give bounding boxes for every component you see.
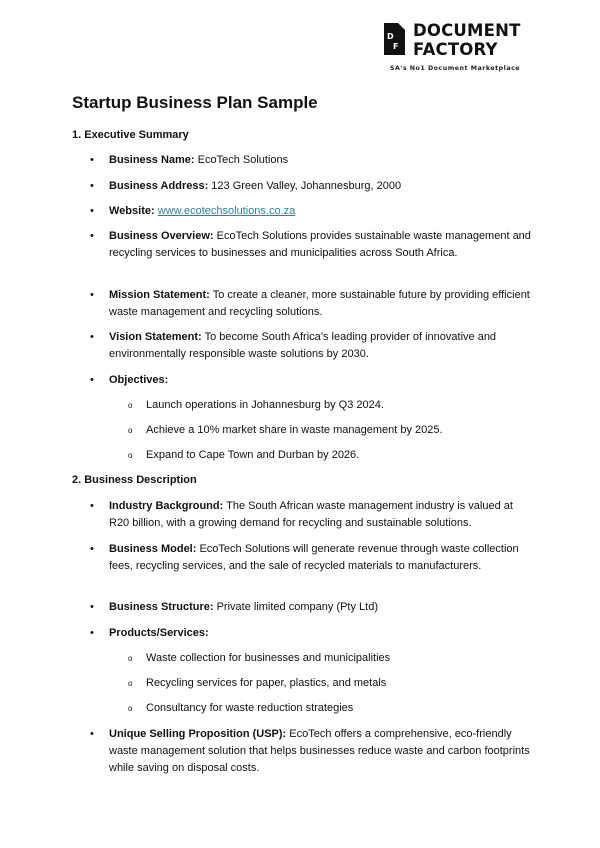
bullet-icon: • [90, 230, 94, 242]
item-text: 123 Green Valley, Johannesburg, 2000 [208, 180, 402, 192]
website-link[interactable]: www.ecotechsolutions.co.za [157, 205, 296, 217]
objective-text: Expand to Cape Town and Durban by 2026. [146, 449, 360, 461]
bullet-icon: • [90, 154, 94, 166]
circle-bullet-icon: o [128, 654, 133, 663]
objective-text: Launch operations in Johannesburg by Q3 2024. [146, 399, 384, 411]
list-item-business-address [90, 178, 534, 195]
service-item [128, 650, 391, 667]
item-label: Business Overview: [109, 230, 214, 242]
item-label: Website: [109, 205, 155, 217]
item-text: EcoTech offers a comprehensive, eco-friendly waste management solution that helps businesses reduce waste and carbon footprints while saving on disposal costs. [109, 728, 530, 774]
bullet-icon: • [90, 500, 94, 512]
item-label: Business Name: [109, 154, 195, 166]
service-item [128, 675, 387, 692]
svg-text:F: F [393, 42, 399, 51]
circle-bullet-icon: o [128, 679, 133, 688]
bullet-icon: • [90, 627, 94, 639]
document-factory-logo[interactable] [384, 20, 534, 80]
bullet-icon: • [90, 728, 94, 740]
bullet-icon: • [90, 289, 94, 301]
list-item-business-name [90, 152, 534, 169]
item-label: Mission Statement: [109, 289, 210, 301]
df-logo-icon [384, 23, 405, 55]
item-label: Vision Statement: [109, 331, 202, 343]
item-label: Unique Selling Proposition (USP): [109, 728, 287, 740]
circle-bullet-icon: o [128, 426, 133, 435]
logo-line-2: FACTORY [413, 40, 498, 59]
item-label: Business Model: [109, 543, 197, 555]
item-text: The South African waste management industry is valued at R20 billion, with a growing demand for recycling and sustainable solutions. [109, 500, 513, 529]
list-item-mission-statement [90, 287, 534, 321]
list-item-website [90, 203, 534, 220]
page-title: Startup Business Plan Sample [72, 93, 318, 112]
item-text: To create a cleaner, more sustainable future by providing efficient waste management and recycling solutions. [109, 289, 530, 318]
item-text: EcoTech Solutions will generate revenue through waste collection fees, recycling services, and the sale of recycled materials to manufacturers. [109, 543, 519, 572]
circle-bullet-icon: o [128, 451, 133, 460]
bullet-icon: • [90, 601, 94, 613]
list-item-products-services [90, 625, 534, 642]
bullet-icon: • [90, 180, 94, 192]
list-item-usp [90, 726, 534, 777]
list-item-business-structure [90, 599, 534, 616]
objective-item [128, 447, 360, 464]
service-text: Waste collection for businesses and municipalities [146, 652, 391, 664]
circle-bullet-icon: o [128, 704, 133, 713]
list-item-objectives [90, 372, 534, 389]
bullet-icon: • [90, 543, 94, 555]
objective-text: Achieve a 10% market share in waste management by 2025. [146, 424, 443, 436]
item-text: To become South Africa’s leading provider of innovative and environmentally responsible waste solutions by 2030. [109, 331, 497, 360]
list-item-industry-background [90, 498, 534, 532]
item-label: Industry Background: [109, 500, 224, 512]
item-label: Business Structure: [109, 601, 214, 613]
section-heading-business-description: 2. Business Description [72, 474, 197, 486]
item-label: Products/Services: [109, 627, 209, 639]
objective-item [128, 397, 384, 414]
svg-text:D: D [387, 32, 394, 41]
logo-wordmark [413, 21, 521, 59]
list-item-vision-statement [90, 329, 534, 363]
list-item-business-overview [90, 228, 534, 262]
item-label: Objectives: [109, 374, 169, 386]
service-text: Recycling services for paper, plastics, and metals [146, 677, 387, 689]
logo-line-1: DOCUMENT [413, 21, 521, 40]
list-item-business-model [90, 541, 534, 575]
objective-item [128, 422, 443, 439]
item-label: Business Address: [109, 180, 209, 192]
section-heading-executive-summary: 1. Executive Summary [72, 129, 189, 141]
bullet-icon: • [90, 374, 94, 386]
logo-tagline: SA's No1 Document Marketplace [390, 65, 521, 72]
item-text: EcoTech Solutions provides sustainable waste management and recycling services to businesses and municipalities across South Africa. [109, 230, 531, 259]
circle-bullet-icon: o [128, 401, 133, 410]
service-item [128, 700, 354, 717]
item-text: Private limited company (Pty Ltd) [213, 601, 378, 613]
bullet-icon: • [90, 205, 94, 217]
item-text: EcoTech Solutions [194, 154, 289, 166]
bullet-icon: • [90, 331, 94, 343]
service-text: Consultancy for waste reduction strategies [146, 702, 354, 714]
